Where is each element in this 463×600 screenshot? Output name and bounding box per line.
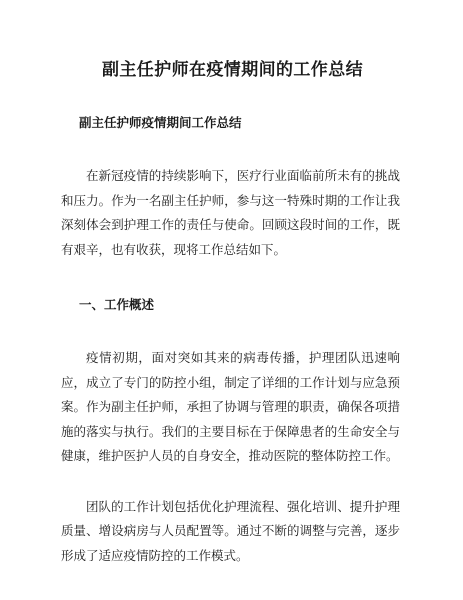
section-heading: 一、工作概述 xyxy=(79,297,155,312)
section-paragraph: 团队的工作计划包括优化护理流程、强化培训、提升护理质量、增设病房与人员配置等。通过不断的调整与完善，逐步形成了适应疫情防控的工作模式。 xyxy=(61,498,400,563)
section-paragraph: 疫情初期，面对突如其来的病毒传播，护理团队迅速响应，成立了专门的防控小组，制定了详细的工作计划与应急预案。作为副主任护师，承担了协调与管理的职责，确保各项措施的落实与执行。我们的主要目标在于保障患者的生命安全与健康，维护医护人员的自身安全，推动医院的整体防控工作。 xyxy=(61,350,400,463)
document-title: 副主任护师在疫情期间的工作总结 xyxy=(102,60,363,80)
intro-paragraph: 在新冠疫情的持续影响下，医疗行业面临前所未有的挑战和压力。作为一名副主任护师，参与这一特殊时期的工作让我深刻体会到护理工作的责任与使命。回顾这段时间的工作，既有艰辛，也有收获，现将工作总结如下。 xyxy=(61,168,400,257)
document-subtitle: 副主任护师疫情期间工作总结 xyxy=(79,115,242,130)
